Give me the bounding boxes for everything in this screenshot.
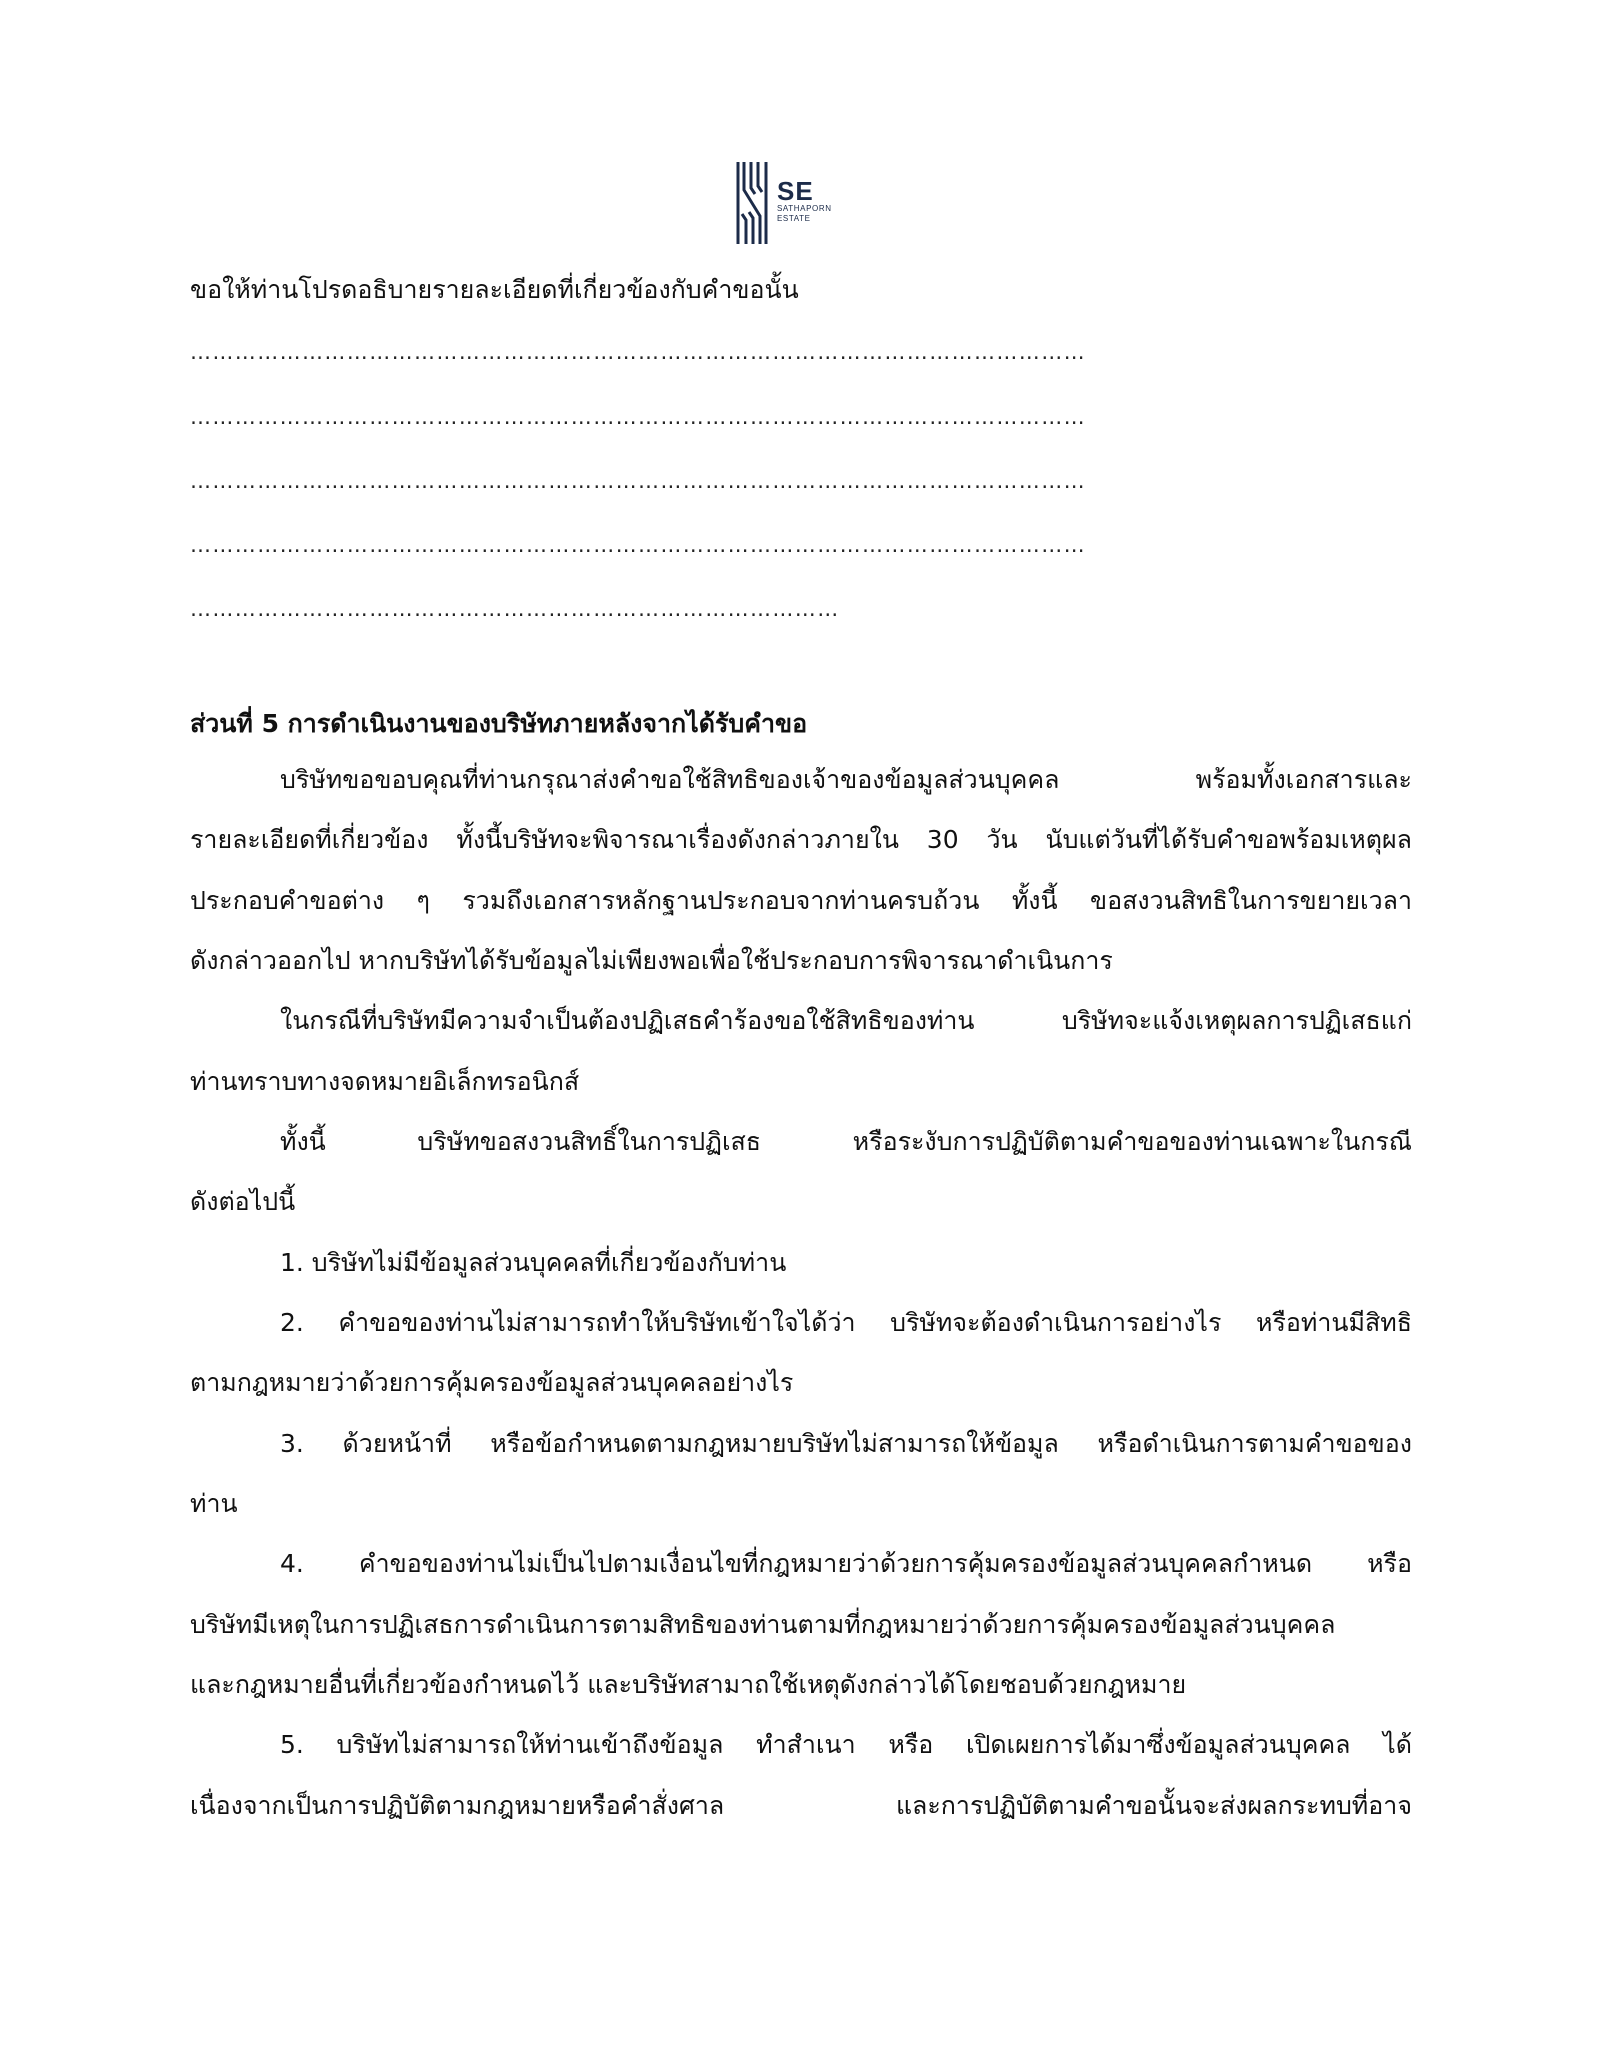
dotted-line: ………………………………………………………………………………………………………… bbox=[190, 405, 1086, 429]
list-item-continuation: เนื่องจากเป็นการปฏิบัติตามกฎหมายหรือคำสั่งศาล และการปฏิบัติตามคำขอนั้นจะส่งผลกระทบที่อาจ bbox=[190, 1791, 1412, 1820]
section-heading: ส่วนที่ 5 การดำเนินงานของบริษัทภายหลังจากได้รับคำขอ bbox=[190, 709, 808, 738]
logo-mark-icon bbox=[735, 160, 769, 246]
paragraph-line: บริษัทขอขอบคุณที่ท่านกรุณาส่งคำขอใช้สิทธิของเจ้าของข้อมูลส่วนบุคคล พร้อมทั้งเอกสารและ bbox=[280, 765, 1412, 794]
logo-brand: SE bbox=[777, 176, 814, 206]
list-item-continuation: บริษัทมีเหตุในการปฏิเสธการดำเนินการตามสิทธิของท่านตามที่กฎหมายว่าด้วยการคุ้มครองข้อมูลส่วนบุคคล bbox=[190, 1610, 1336, 1639]
list-item-continuation: และกฎหมายอื่นที่เกี่ยวข้องกำหนดไว้ และบริษัทสามาถใช้เหตุดังกล่าวได้โดยชอบด้วยกฎหมาย bbox=[190, 1670, 1187, 1699]
list-item: 5. บริษัทไม่สามารถให้ท่านเข้าถึงข้อมูล ทำสำเนา หรือ เปิดเผยการได้มาซึ่งข้อมูลส่วนบุคคล ได้ bbox=[280, 1730, 1412, 1759]
company-logo bbox=[735, 160, 875, 246]
list-item-continuation: ท่าน bbox=[190, 1489, 238, 1518]
dotted-line: ………………………………………………………………………………………………………… bbox=[190, 533, 1086, 557]
paragraph-line: ท่านทราบทางจดหมายอิเล็กทรอนิกส์ bbox=[190, 1067, 580, 1096]
paragraph-line: ประกอบคำขอต่าง ๆ รวมถึงเอกสารหลักฐานประกอบจากท่านครบถ้วน ทั้งนี้ ขอสงวนสิทธิในการขยายเวลา bbox=[190, 886, 1412, 915]
request-prompt: ขอให้ท่านโปรดอธิบายรายละเอียดที่เกี่ยวข้องกับคำขอนั้น bbox=[190, 275, 799, 304]
list-item: 1. บริษัทไม่มีข้อมูลส่วนบุคคลที่เกี่ยวข้องกับท่าน bbox=[280, 1248, 787, 1277]
paragraph-line: ทั้งนี้ บริษัทขอสงวนสิทธิ์ในการปฏิเสธ หรือระงับการปฏิบัติตามคำขอของท่านเฉพาะในกรณี bbox=[280, 1127, 1412, 1156]
list-item: 4. คำขอของท่านไม่เป็นไปตามเงื่อนไขที่กฎหมายว่าด้วยการคุ้มครองข้อมูลส่วนบุคคลกำหนด หรือ bbox=[280, 1549, 1412, 1578]
dotted-line: …………………………………………………………………………… bbox=[190, 597, 840, 621]
logo-line-2: ESTATE bbox=[777, 214, 811, 223]
logo-text bbox=[777, 178, 832, 224]
list-item-continuation: ตามกฎหมายว่าด้วยการคุ้มครองข้อมูลส่วนบุคคลอย่างไร bbox=[190, 1368, 794, 1397]
list-item: 2. คำขอของท่านไม่สามารถทำให้บริษัทเข้าใจได้ว่า บริษัทจะต้องดำเนินการอย่างไร หรือท่านมีสิทธิ bbox=[280, 1308, 1412, 1337]
dotted-line: ………………………………………………………………………………………………………… bbox=[190, 469, 1086, 493]
paragraph-line: ในกรณีที่บริษัทมีความจำเป็นต้องปฏิเสธคำร้องขอใช้สิทธิของท่าน บริษัทจะแจ้งเหตุผลการปฏิเสธแก่ bbox=[280, 1006, 1412, 1035]
paragraph-line: ดังกล่าวออกไป หากบริษัทได้รับข้อมูลไม่เพียงพอเพื่อใช้ประกอบการพิจารณาดำเนินการ bbox=[190, 946, 1113, 975]
logo-line-1: SATHAPORN bbox=[777, 204, 832, 213]
paragraph-line: รายละเอียดที่เกี่ยวข้อง ทั้งนี้บริษัทจะพิจารณาเรื่องดังกล่าวภายใน 30 วัน นับแต่วันที่ได้รับคำขอพร้อมเหตุผล bbox=[190, 825, 1412, 854]
paragraph-line: ดังต่อไปนี้ bbox=[190, 1187, 296, 1216]
dotted-line: ………………………………………………………………………………………………………… bbox=[190, 340, 1086, 364]
list-item: 3. ด้วยหน้าที่ หรือข้อกำหนดตามกฎหมายบริษัทไม่สามารถให้ข้อมูล หรือดำเนินการตามคำขอของ bbox=[280, 1429, 1412, 1458]
